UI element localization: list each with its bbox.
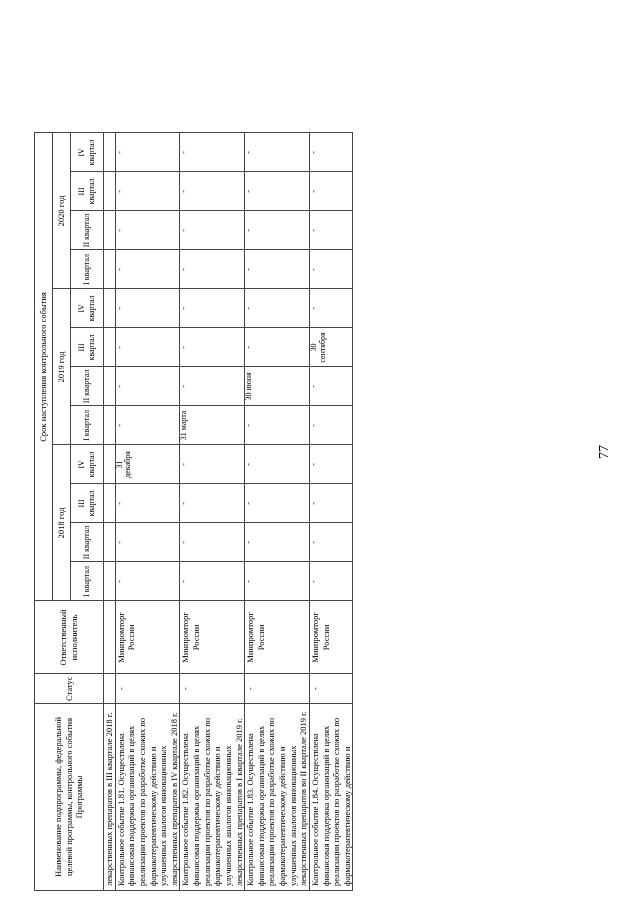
table-body [104, 133, 353, 891]
event-responsible: Минпромторг России [245, 601, 310, 674]
header-quarter: I квартал [71, 406, 104, 445]
quarter-cell: - [309, 406, 353, 445]
event-responsible: Минпромторг России [309, 601, 353, 674]
quarter-cell: - [245, 484, 310, 523]
quarter-cell: - [180, 172, 245, 211]
quarter-cell: - [245, 523, 310, 562]
event-name: Контрольное событие 1.84. Осуществлена финансовая поддержка организаций в целях реализации проектов по разработке схожих по фармакотерапевтическому действию и [309, 704, 353, 891]
table-row [309, 133, 353, 891]
header-year-2018: 2018 год [53, 445, 71, 601]
page-number: 77 [597, 445, 612, 459]
quarter-cell: - [309, 133, 353, 172]
quarter-cell: - [245, 211, 310, 250]
event-responsible: Минпромторг России [180, 601, 245, 674]
header-quarter: III квартал [71, 328, 104, 367]
table-row [180, 133, 245, 891]
quarter-cell: 30 июня [245, 367, 310, 406]
intro-row [104, 133, 116, 891]
quarter-cell: - [309, 523, 353, 562]
intro-text: лекарственных препаратов в III квартале 2018 г. [104, 704, 116, 891]
quarter-cell: 31 декабря [115, 445, 180, 484]
quarter-cell: - [115, 406, 180, 445]
header-quarter: III квартал [71, 484, 104, 523]
quarter-cell: - [245, 406, 310, 445]
quarter-cell: - [180, 523, 245, 562]
quarter-cell: 31 марта [180, 406, 245, 445]
table-row [245, 133, 310, 891]
quarter-cell: - [115, 250, 180, 289]
header-responsible: Ответственный исполнитель [35, 601, 104, 674]
header-year-2019: 2019 год [53, 289, 71, 445]
quarter-cell: - [115, 523, 180, 562]
header-quarter: II квартал [71, 367, 104, 406]
quarter-cell: - [245, 445, 310, 484]
quarter-cell: - [115, 289, 180, 328]
quarter-cell: - [245, 250, 310, 289]
header-quarter: I квартал [71, 562, 104, 601]
quarter-cell: - [115, 328, 180, 367]
header-year-2020: 2020 год [53, 133, 71, 289]
quarter-cell: - [309, 211, 353, 250]
header-quarter: II квартал [71, 523, 104, 562]
quarter-cell: - [180, 562, 245, 601]
quarter-cell: - [115, 484, 180, 523]
quarter-cell: - [180, 445, 245, 484]
quarter-cell: - [309, 445, 353, 484]
header-quarter: IV квартал [71, 133, 104, 172]
quarter-cell: - [115, 562, 180, 601]
quarter-cell: - [115, 367, 180, 406]
event-name: Контрольное событие 1.82. Осуществлена финансовая поддержка организаций в целях реализации проектов по разработке схожих по фармакотерапевтическому действию и улучшенных аналогов инновационных лекарственных препаратов в I квартале 2019 г. [180, 704, 245, 891]
event-status: - [115, 674, 180, 704]
quarter-cell: - [309, 367, 353, 406]
quarter-cell: - [180, 328, 245, 367]
quarter-cell: - [180, 211, 245, 250]
quarter-cell: - [180, 367, 245, 406]
quarter-cell: - [180, 484, 245, 523]
quarter-cell: - [180, 133, 245, 172]
quarter-cell: - [309, 250, 353, 289]
header-quarter: IV квартал [71, 289, 104, 328]
quarter-cell: - [245, 562, 310, 601]
quarter-cell: - [115, 172, 180, 211]
quarter-cell: - [245, 133, 310, 172]
header-quarter: III квартал [71, 172, 104, 211]
quarter-cell: - [115, 133, 180, 172]
quarter-cell: - [245, 172, 310, 211]
header-status: Статус [35, 674, 104, 704]
table-row [115, 133, 180, 891]
quarter-cell: - [309, 562, 353, 601]
header-period-group: Срок наступления контрольного события [35, 133, 53, 601]
event-status: - [309, 674, 353, 704]
header-quarter: IV квартал [71, 445, 104, 484]
event-status: - [245, 674, 310, 704]
quarter-cell: - [309, 289, 353, 328]
header-quarter: I квартал [71, 250, 104, 289]
quarter-cell: - [309, 172, 353, 211]
header-name: Наименование подпрограммы, федеральной целевой программы, контрольного события Программы [35, 704, 104, 891]
header-quarter: II квартал [71, 211, 104, 250]
event-status: - [180, 674, 245, 704]
event-responsible: Минпромторг России [115, 601, 180, 674]
quarter-cell: - [180, 250, 245, 289]
event-name: Контрольное событие 1.81. Осуществлена финансовая поддержка организаций в целях реализации проектов по разработке схожих по фармакотерапевтическому действию и улучшенных аналогов инновационных лекарственных препаратов в IV квартале 2018 г. [115, 704, 180, 891]
event-name: Контрольное событие 1.83. Осуществлена финансовая поддержка организаций в целях реализации проектов по разработке схожих по фармакотерапевтическому действию и улучшенных аналогов инновационных лекарственных препаратов во II квартале 2019 г. [245, 704, 310, 891]
quarter-cell: - [180, 289, 245, 328]
quarter-cell: - [245, 289, 310, 328]
quarter-cell: 30 сентября [309, 328, 353, 367]
control-events-table [34, 132, 353, 891]
quarter-cell: - [245, 328, 310, 367]
quarter-cell: - [115, 211, 180, 250]
quarter-cell: - [309, 484, 353, 523]
